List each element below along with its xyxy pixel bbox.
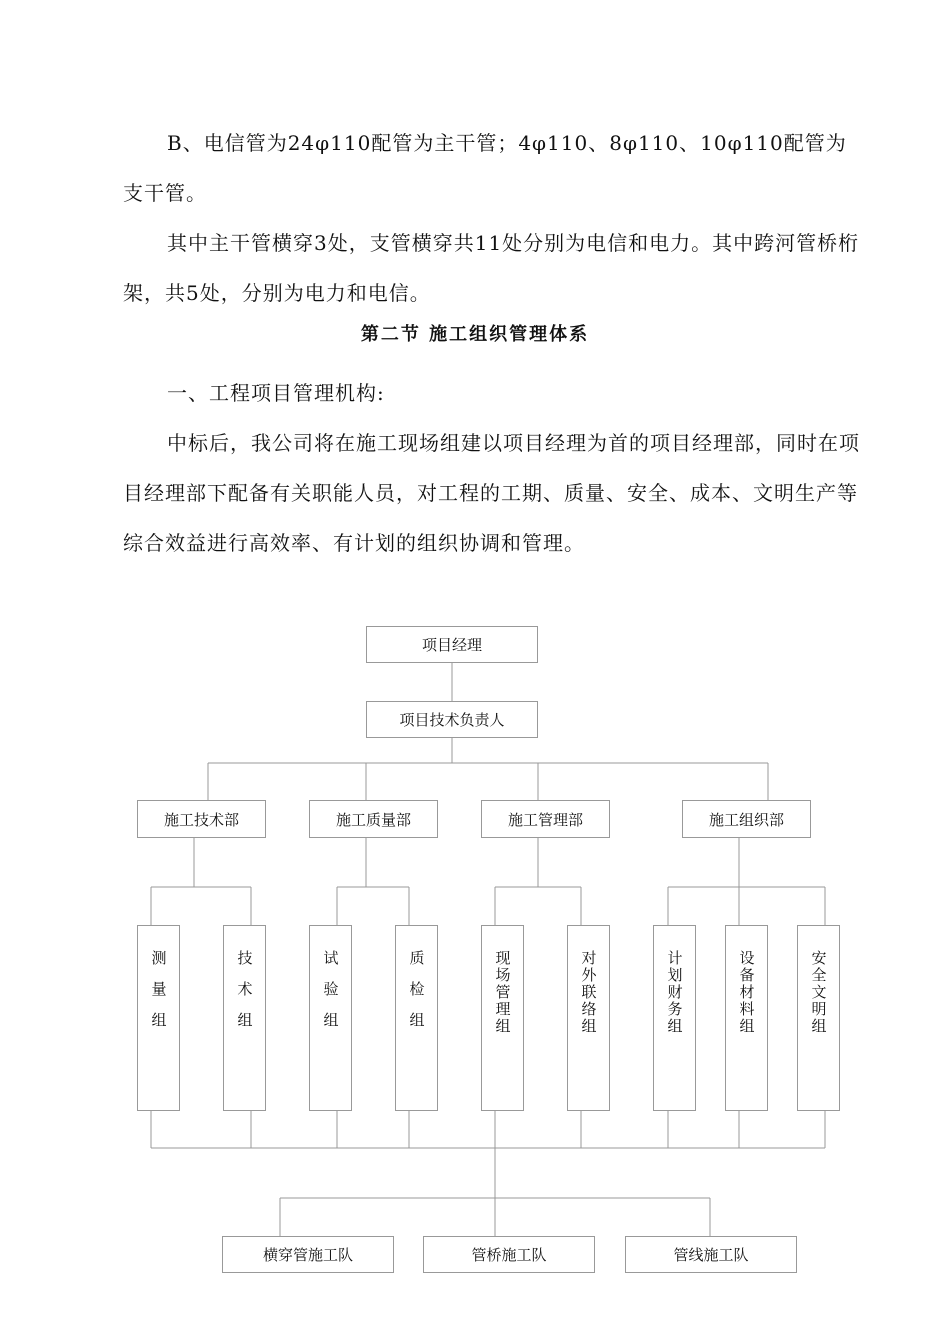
box-group-survey: 测量组 bbox=[137, 925, 180, 1111]
box-group-liaison: 对外联络组 bbox=[567, 925, 610, 1111]
box-group-safety: 安全文明组 bbox=[797, 925, 840, 1111]
box-dept-management: 施工管理部 bbox=[481, 800, 610, 838]
box-team-pipe-bridge: 管桥施工队 bbox=[423, 1236, 595, 1273]
paragraph-pipes: B、电信管为24φ110配管为主干管；4φ110、8φ110、10φ110配管为支干管。 bbox=[123, 131, 847, 205]
subsection-title: 一、工程项目管理机构: bbox=[167, 381, 385, 405]
box-group-testing: 试验组 bbox=[309, 925, 352, 1111]
section-title: 第二节 施工组织管理体系 bbox=[360, 324, 590, 345]
box-dept-organization: 施工组织部 bbox=[682, 800, 811, 838]
box-dept-quality: 施工质量部 bbox=[309, 800, 438, 838]
box-group-technical: 技术组 bbox=[223, 925, 266, 1111]
paragraph-crossings: 其中主干管横穿3处，支管横穿共11处分别为电信和电力。其中跨河管桥桁架，共5处，分别为电力和电信。 bbox=[123, 231, 860, 305]
box-group-equipment-materials: 设备材料组 bbox=[725, 925, 768, 1111]
box-dept-technical: 施工技术部 bbox=[137, 800, 266, 838]
box-project-manager: 项目经理 bbox=[366, 626, 538, 663]
box-group-inspection: 质检组 bbox=[395, 925, 438, 1111]
paragraph-organization: 中标后，我公司将在施工现场组建以项目经理为首的项目经理部，同时在项目经理部下配备有关职能人员，对工程的工期、质量、安全、成本、文明生产等综合效益进行高效率、有计划的组织协调和管理。 bbox=[123, 431, 860, 555]
box-team-pipeline: 管线施工队 bbox=[625, 1236, 797, 1273]
box-technical-lead: 项目技术负责人 bbox=[366, 701, 538, 738]
box-group-site-management: 现场管理组 bbox=[481, 925, 524, 1111]
box-group-planning-finance: 计划财务组 bbox=[653, 925, 696, 1111]
box-team-crossing: 横穿管施工队 bbox=[222, 1236, 394, 1273]
